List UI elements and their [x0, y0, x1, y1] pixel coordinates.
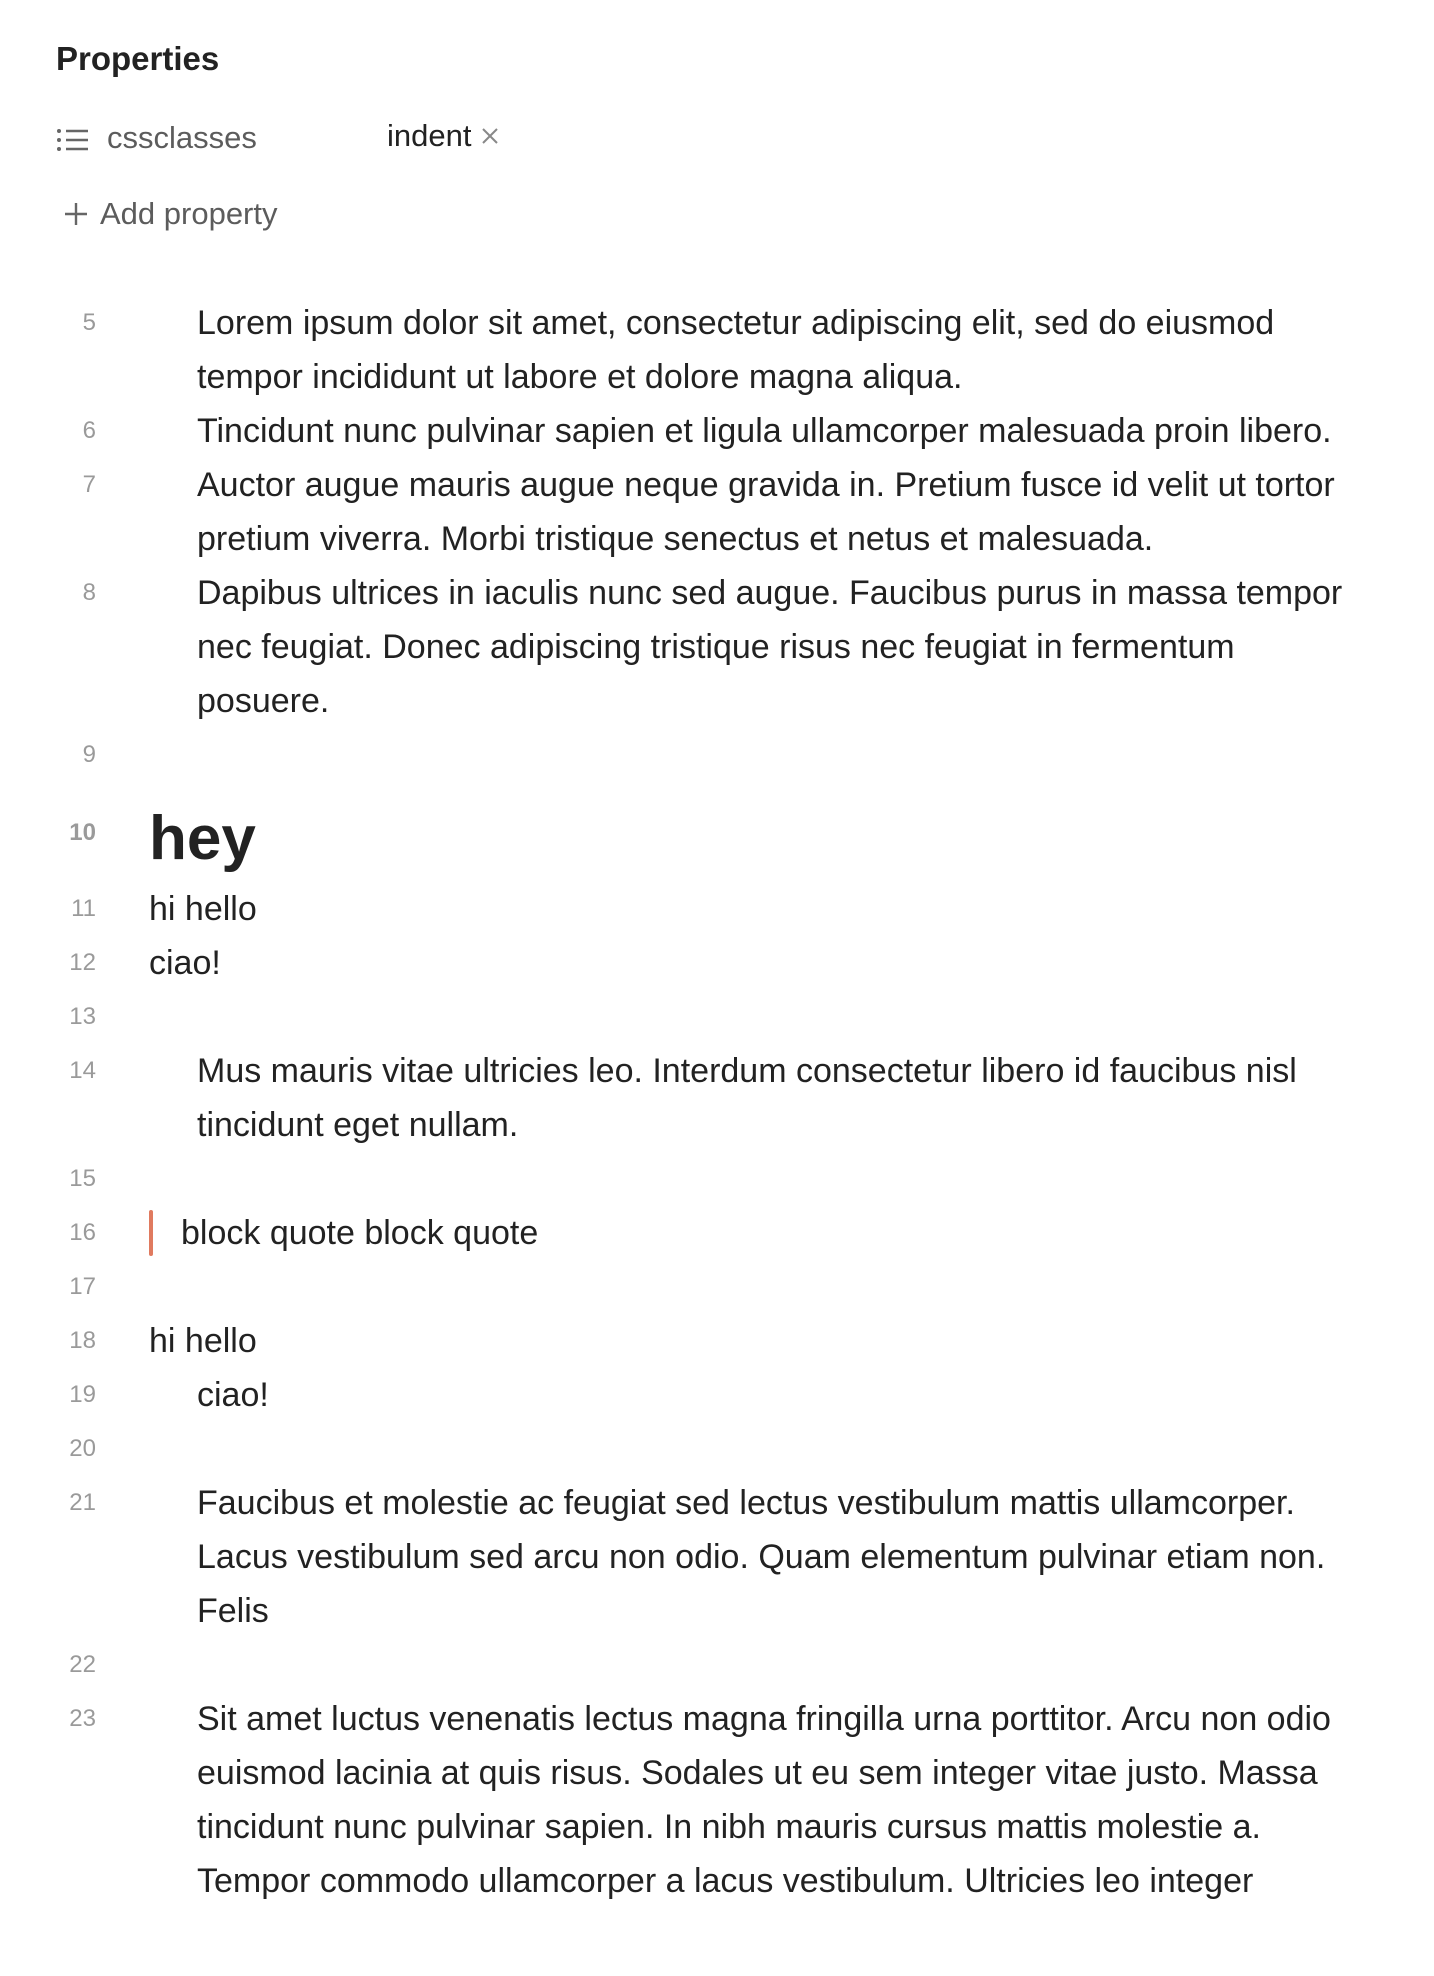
editor-line-heading[interactable] — [0, 796, 1434, 882]
editor-line[interactable] — [0, 1368, 1434, 1422]
heading-text: hey — [149, 804, 256, 873]
line-number: 8 — [82, 579, 96, 606]
line-number: 9 — [82, 741, 96, 768]
line-number: 17 — [69, 1273, 96, 1300]
line-number: 12 — [69, 949, 96, 976]
property-row-cssclasses[interactable] — [56, 118, 756, 162]
editor-line[interactable] — [0, 404, 1434, 458]
editor-line[interactable] — [0, 458, 1434, 566]
line-number: 23 — [69, 1705, 96, 1732]
add-property-button[interactable] — [62, 196, 278, 232]
editor-line[interactable] — [0, 990, 1434, 1044]
blockquote-bar — [149, 1210, 153, 1256]
editor-line[interactable] — [0, 1044, 1434, 1152]
editor-line[interactable] — [0, 296, 1434, 404]
editor-content[interactable] — [0, 296, 1434, 1908]
editor-line[interactable] — [0, 1260, 1434, 1314]
line-number: 13 — [69, 1003, 96, 1030]
line-number: 20 — [69, 1435, 96, 1462]
line-number: 7 — [82, 471, 96, 498]
editor-line[interactable] — [0, 936, 1434, 990]
editor-line[interactable] — [0, 1476, 1434, 1638]
property-value-tag[interactable] — [387, 118, 501, 154]
paragraph-text: Sit amet luctus venenatis lectus magna fringilla urna porttitor. Arcu non odio euismod lacinia at quis risus. Sodales ut eu sem integer vitae justo. Massa tincidunt nunc pulvinar sapien. In nibh mauris cursus mattis molestie a. Tempor commodo ullamcorper a lacus vestibulum. Ultricies leo integer — [197, 1700, 1331, 1900]
editor-line[interactable] — [0, 1152, 1434, 1206]
editor-line[interactable] — [0, 882, 1434, 936]
paragraph-text: Mus mauris vitae ultricies leo. Interdum consectetur libero id faucibus nisl tincidunt eget nullam. — [197, 1052, 1297, 1144]
line-number: 15 — [69, 1165, 96, 1192]
paragraph-text: Faucibus et molestie ac feugiat sed lectus vestibulum mattis ullamcorper. Lacus vestibulum sed arcu non odio. Quam elementum pulvinar etiam non. Felis — [197, 1484, 1326, 1630]
paragraph-text: Auctor augue mauris augue neque gravida in. Pretium fusce id velit ut tortor pretium viverra. Morbi tristique senectus et netus et malesuada. — [197, 466, 1335, 558]
paragraph-text: Dapibus ultrices in iaculis nunc sed augue. Faucibus purus in massa tempor nec feugiat. Donec adipiscing tristique risus nec feugiat in fermentum posuere. — [197, 574, 1343, 720]
editor-line[interactable] — [0, 1692, 1434, 1908]
line-number: 16 — [69, 1219, 96, 1246]
paragraph-text: Tincidunt nunc pulvinar sapien et ligula ullamcorper malesuada proin libero. — [197, 412, 1332, 450]
property-value-label: indent — [387, 118, 472, 153]
blockquote-text: block quote block quote — [181, 1214, 539, 1252]
property-key[interactable]: cssclasses — [107, 120, 257, 155]
plain-text: ciao! — [149, 944, 221, 982]
list-icon — [56, 128, 90, 152]
plain-text: hi hello — [149, 890, 257, 928]
editor-line[interactable] — [0, 1422, 1434, 1476]
line-number: 5 — [82, 309, 96, 336]
properties-title: Properties — [56, 40, 220, 77]
line-number: 19 — [69, 1381, 96, 1408]
line-number: 22 — [69, 1651, 96, 1678]
plus-icon — [62, 200, 90, 228]
plain-text: ciao! — [197, 1376, 269, 1414]
line-number: 14 — [69, 1057, 96, 1084]
line-number: 11 — [71, 895, 96, 922]
editor-line[interactable] — [0, 728, 1434, 782]
close-icon[interactable] — [479, 125, 501, 147]
editor-line-blockquote[interactable] — [0, 1206, 1434, 1260]
add-property-label: Add property — [100, 196, 278, 231]
editor-line[interactable] — [0, 1638, 1434, 1692]
paragraph-text: Lorem ipsum dolor sit amet, consectetur adipiscing elit, sed do eiusmod tempor incididunt ut labore et dolore magna aliqua. — [197, 304, 1275, 396]
line-number: 6 — [82, 417, 96, 444]
line-number: 10 — [69, 819, 96, 846]
plain-text: hi hello — [149, 1322, 257, 1360]
line-number: 18 — [69, 1327, 96, 1354]
line-number: 21 — [69, 1489, 96, 1516]
editor-line[interactable] — [0, 566, 1434, 728]
editor-line[interactable] — [0, 1314, 1434, 1368]
